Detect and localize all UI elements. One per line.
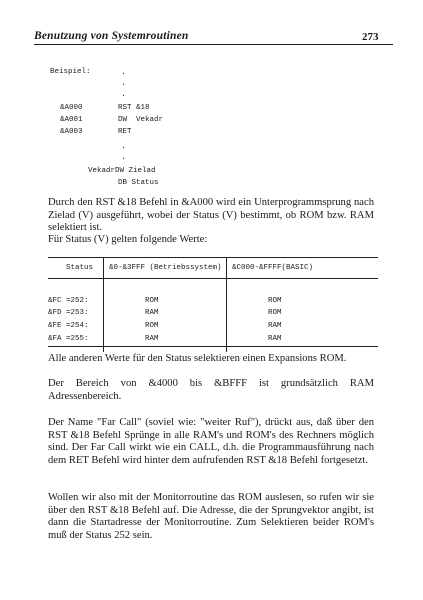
- table-cell-low: ROM: [145, 297, 159, 305]
- table-cell-status: &FC =252:: [48, 297, 89, 305]
- paragraph: Wollen wir also mit der Monitorroutine das ROM auslesen, so rufen wir sie über den RST &18 Befehl auf. Die Adresse, die der Sprungvektor angibt, ist dann die Startadresse der Monitorroutine. Zum Selektieren beider ROM's muß der Status 252 sein.: [48, 492, 374, 541]
- table-cell-high: ROM: [268, 297, 282, 305]
- code-address: &A001: [60, 116, 83, 124]
- table-cell-low: RAM: [145, 335, 159, 343]
- table-header-status: Status: [66, 264, 94, 272]
- table-cell-high: ROM: [268, 309, 282, 317]
- paragraph: Für Status (V) gelten folgende Werte:: [48, 234, 208, 245]
- code-address: &A003: [60, 128, 83, 136]
- header-rule: [34, 44, 393, 45]
- table-cell-high: RAM: [268, 322, 282, 330]
- page-number: 273: [362, 31, 379, 43]
- paragraph: Der Bereich von &4000 bis &BFFF ist grundsätzlich RAM Adressenbereich.: [48, 378, 374, 402]
- table-cell-status: &FD =253:: [48, 309, 89, 317]
- table-cell-high: RAM: [268, 335, 282, 343]
- paragraph: Durch den RST &18 Befehl in &A000 wird ein Unterprogrammsprung nach Zielad (V) ausgeführt, wobei der Status (V) bestimmt, ob ROM bzw. RAM selektiert ist.: [48, 197, 374, 233]
- ellipsis-dot: .: [121, 90, 126, 99]
- table-header-basic: &C000-&FFFF(BASIC): [232, 264, 314, 272]
- table-header-os: &0-&3FFF (Betriebssystem): [109, 264, 222, 272]
- code-instruction: RET: [118, 128, 132, 136]
- table-header-rule: [48, 278, 378, 279]
- code-instruction: RST &18: [118, 104, 150, 112]
- table-cell-low: RAM: [145, 309, 159, 317]
- code-instruction: DW Vekadr: [118, 116, 164, 124]
- ellipsis-dot: .: [121, 68, 126, 77]
- table-cell-status: &FA =255:: [48, 335, 89, 343]
- table-column-divider: [226, 258, 227, 352]
- table-cell-status: &FE =254:: [48, 322, 89, 330]
- ellipsis-dot: .: [121, 153, 126, 162]
- code-tail-line: DB Status: [118, 179, 159, 187]
- code-tail-line: VekadrDW Zielad: [88, 167, 156, 175]
- paragraph: Alle anderen Werte für den Status selektieren einen Expansions ROM.: [48, 353, 347, 364]
- table-column-divider: [103, 258, 104, 352]
- table-bottom-rule: [48, 346, 378, 347]
- paragraph: Der Name "Far Call" (soviel wie: "weiter Ruf"), drückt aus, daß über den RST &18 Befehl Sprünge in alle RAM's und ROM's des Rechners möglich sind. Der Far Call wirkt wie ein CALL, d.h. die Programmausführung nach dem RET Befehl wird hinter dem aufrufenden RST &18 Befehl fortgesetzt.: [48, 417, 374, 466]
- example-label: Beispiel:: [50, 68, 91, 76]
- ellipsis-dot: .: [121, 79, 126, 88]
- code-address: &A000: [60, 104, 83, 112]
- table-top-rule: [48, 257, 378, 258]
- ellipsis-dot: .: [121, 142, 126, 151]
- table-cell-low: ROM: [145, 322, 159, 330]
- running-header-title: Benutzung von Systemroutinen: [34, 30, 189, 42]
